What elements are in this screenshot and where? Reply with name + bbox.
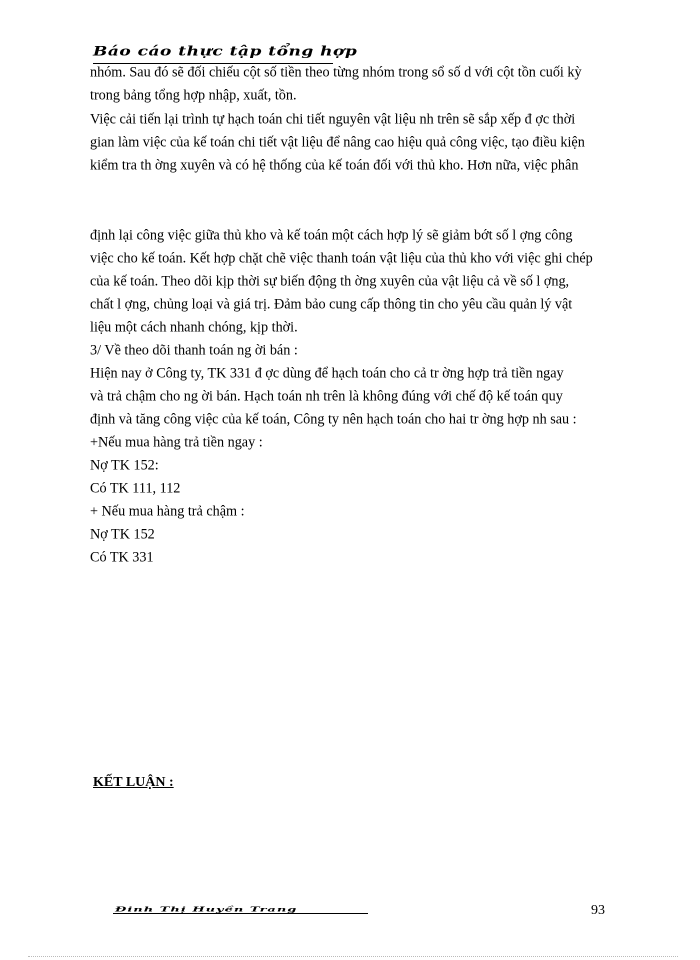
body-line: Hiện nay ở Công ty, TK 331 đ ợc dùng để hạch toán cho cả tr ờng hợp trả tiền ngay [90, 365, 564, 382]
footer-author: Đinh Thị Huyền Trang [115, 906, 298, 914]
journal-entry-line: Nợ TK 152: [90, 457, 159, 474]
body-line: kiểm tra th ờng xuyên và có hệ thống của kế toán đối với thủ kho. Hơn nữa, việc phân [90, 157, 579, 174]
journal-entry-line: Nợ TK 152 [90, 526, 155, 543]
body-line: định và tăng công việc của kế toán, Công ty nên hạch toán cho hai tr ờng hợp nh sau : [90, 411, 577, 428]
section-heading: 3/ Về theo dõi thanh toán ng ời bán : [90, 342, 298, 359]
body-line: và trả chậm cho ng ời bán. Hạch toán nh trên là không đúng với chế độ kế toán quy [90, 388, 563, 405]
body-line: + Nếu mua hàng trả chậm : [90, 503, 245, 520]
footer-underline [113, 913, 368, 914]
body-line: chất l ợng, chủng loại và giá trị. Đảm bảo cung cấp thông tin cho yêu cầu quản lý vật [90, 296, 573, 313]
body-line: +Nếu mua hàng trả tiền ngay : [90, 434, 263, 451]
body-line: nhóm. Sau đó sẽ đối chiếu cột số tiền theo từng nhóm trong sổ số d với cột tồn cuối kỳ [90, 64, 582, 81]
conclusion-heading: KẾT LUẬN : [93, 775, 174, 790]
header-title: Báo cáo thực tập tổng hợp [93, 44, 358, 60]
page-number: 93 [591, 903, 605, 918]
page-bottom-border [28, 956, 678, 957]
body-line: trong bảng tổng hợp nhập, xuất, tồn. [90, 87, 297, 104]
body-line: Việc cải tiến lại trình tự hạch toán chi tiết nguyên vật liệu nh trên sẽ sắp xếp đ ợc thời [90, 111, 576, 128]
body-line: việc cho kế toán. Kết hợp chặt chẽ việc thanh toán vật liệu của thủ kho với việc ghi chép [90, 250, 593, 267]
body-line: định lại công việc giữa thủ kho và kế toán một cách hợp lý sẽ giảm bớt số l ợng công [90, 227, 573, 244]
body-line: của kế toán. Theo dõi kịp thời sự biến động th ờng xuyên của vật liệu cả về số l ợng, [90, 273, 570, 290]
body-line: liệu một cách nhanh chóng, kịp thời. [90, 319, 298, 336]
journal-entry-line: Có TK 331 [90, 549, 154, 566]
journal-entry-line: Có TK 111, 112 [90, 480, 181, 497]
body-line: gian làm việc của kế toán chi tiết vật liệu để nâng cao hiệu quả công việc, tạo điều kiện [90, 134, 585, 151]
